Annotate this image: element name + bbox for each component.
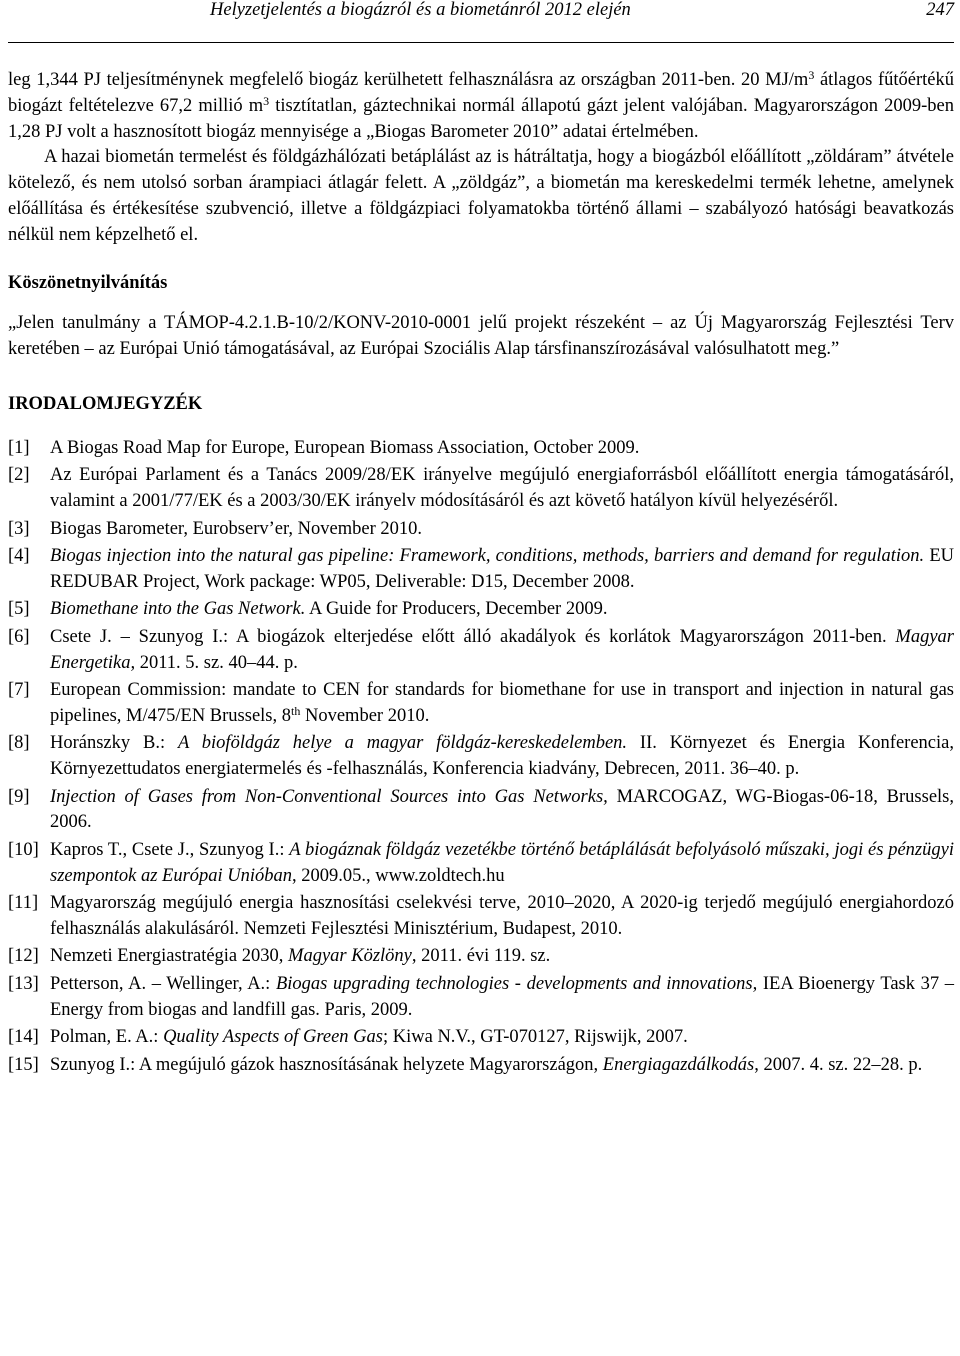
reference-text: Biogas Barometer, Eurobserv’er, November 2010. — [50, 518, 423, 539]
reference-title-italic: A bioföldgáz helye a magyar földgáz-kereskedelemben. — [177, 733, 628, 754]
reference-text: November 2010. — [300, 705, 430, 726]
reference-item — [8, 544, 954, 596]
reference-number: [10] — [8, 839, 39, 860]
reference-text: II. Környezet és Energia Konferencia, Környezettudatos energiatermelés és -felhasználás, Konferencia kiadvány, Debrecen, 2011. 36–40. p. — [50, 733, 954, 780]
reference-text: Az Európai Parlament és a Tanács 2009/28/EK irányelve megújuló energiaforrásból előállított energia támogatásáról, valamint a 2001/77/EK és a 2003/30/EK irányelv módosításáról és azt követő hatályon kívül helyezéséről. — [50, 465, 954, 512]
reference-text: Polman, E. A.: — [50, 1027, 164, 1048]
reference-number: [8] — [8, 733, 30, 754]
reference-item — [8, 1025, 954, 1051]
reference-text: A Biogas Road Map for Europe, European Biomass Association, October 2009. — [50, 437, 640, 458]
reference-text: Csete J. – Szunyog I.: A biogázok elterjedése előtt álló akadályok és korlátok Magyarországon 2011-ben. — [50, 626, 896, 647]
reference-item — [8, 838, 954, 890]
reference-title-italic: Biogas upgrading technologies - developments and innovations, — [275, 973, 758, 994]
reference-item — [8, 517, 954, 543]
reference-title-italic: Magyar Közlöny — [288, 946, 412, 967]
reference-item — [8, 463, 954, 515]
reference-title-italic: Biomethane into the Gas Network. — [50, 599, 306, 620]
intro-p1-part-a: leg 1,344 PJ teljesítménynek megfelelő biogáz kerülhetett felhasználásra az országban 2011-ben. 20 MJ/m — [8, 70, 809, 90]
references-list — [8, 436, 954, 1079]
reference-number: [3] — [8, 518, 30, 539]
acknowledgement-text: „Jelen tanulmány a TÁMOP-4.2.1.B-10/2/KONV-2010-0001 jelű projekt részeként – az Új Magyarország Fejlesztési Terv keretében – az Európai Unió támogatásával, az Európai Szociális Alap társfinanszírozásával valósulhatott meg.” — [8, 313, 954, 360]
reference-text: EU REDUBAR Project, Work package: WP05, Deliverable: D15, December 2008. — [50, 546, 954, 592]
superscript: 3 — [808, 68, 815, 82]
reference-item — [8, 944, 954, 970]
reference-item — [8, 1053, 954, 1079]
page-body — [8, 68, 954, 1080]
reference-number: [14] — [8, 1027, 39, 1048]
reference-title-italic: Injection of Gases from Non-Conventional Sources into Gas Networks, — [50, 786, 608, 807]
reference-text: Magyarország megújuló energia hasznosítási cselekvési terve, 2010–2020, A 2020-ig terjedő megújuló energiahordozó felhasználás alakulásáról. Nemzeti Fejlesztési Minisztérium, Budapest, 2010. — [50, 893, 954, 939]
reference-text: , 2009.05., www.zoldtech.hu — [292, 865, 505, 886]
superscript: th — [291, 703, 301, 718]
reference-text: European Commission: mandate to CEN for standards for biomethane for use in transport and injection in natural gas pipelines, M/475/EN Brussels, 8 — [50, 680, 954, 726]
reference-text: Szunyog I.: A megújuló gázok hasznosításának helyzete Magyarországon, — [50, 1054, 603, 1075]
reference-number: [15] — [8, 1054, 39, 1075]
reference-text: MARCOGAZ, WG-Biogas-06-18, Brussels, 2006. — [50, 786, 954, 833]
reference-title-italic: Magyar Energetika, — [50, 626, 954, 673]
intro-p1-part-b: átlagos fűtőértékű biogázt feltételezve 67,2 millió m — [8, 70, 954, 116]
reference-number: [7] — [8, 680, 30, 701]
reference-text: IEA Bioenergy Task 37 – Energy from biogas and landfill gas. Paris, 2009. — [50, 973, 954, 1020]
running-header — [8, 0, 954, 43]
reference-text: 2011. 5. sz. 40–44. p. — [135, 652, 298, 673]
reference-text: Kapros T., Csete J., Szunyog I.: — [50, 839, 290, 860]
intro-p1-part-c: tisztítatlan, gáztechnikai normál állapotú gázt jelent valójában. Magyarországon 2009-ben 1,28 PJ volt a hasznosított biogáz mennyisége a „Biogas Barometer 2010” adatai értelmében. — [8, 95, 954, 142]
superscript: 3 — [263, 93, 270, 108]
reference-number: [12] — [8, 946, 39, 967]
reference-title-italic: Biogas injection into the natural gas pipeline: Framework, conditions, methods, barriers and demand for regulation. — [50, 546, 925, 567]
page-number: 247 — [926, 0, 954, 20]
reference-item — [8, 597, 954, 623]
reference-item — [8, 891, 954, 943]
reference-text: Horánszky B.: — [50, 733, 178, 754]
reference-item — [8, 625, 954, 677]
reference-text: Nemzeti Energiastratégia 2030, — [50, 946, 289, 967]
reference-number: [9] — [8, 786, 30, 807]
reference-item — [8, 785, 954, 837]
reference-number: [2] — [8, 465, 30, 486]
reference-text: ; Kiwa N.V., GT-070127, Rijswijk, 2007. — [382, 1027, 688, 1048]
header-title: Helyzetjelentés a biogázról és a biometánról 2012 elején — [210, 0, 631, 20]
reference-item — [8, 972, 954, 1024]
reference-title-italic: A biogáznak földgáz vezetékbe történő betáplálását befolyásoló műszaki, jogi és pénzügyi szempontok az Európai Unióban — [50, 839, 954, 886]
reference-number: [5] — [8, 599, 30, 620]
intro-paragraph-2: A hazai biometán termelést és földgázhálózati betáplálást az is hátráltatja, hogy a biogázból előállított „zöldáram” átvétele kötelező, és nem utolsó sorban árampiaci átlagár felett. A „zöldgáz”, a biometán ma kereskedelmi termék lehetne, amelynek előállítása és értékesítése szubvenció, illetve a földgázpiaci folyamatokba történő állami – szabályozó hatósági beavatkozás nélkül nem képzelhető el. — [8, 147, 954, 245]
reference-number: [11] — [8, 893, 39, 914]
reference-text: A Guide for Producers, December 2009. — [305, 599, 608, 620]
reference-text: Petterson, A. – Wellinger, A.: — [50, 973, 276, 994]
reference-number: [4] — [8, 546, 30, 567]
reference-item — [8, 678, 954, 730]
references-heading: IRODALOMJEGYZÉK — [8, 393, 203, 414]
reference-title-italic: Quality Aspects of Green Gas — [163, 1027, 383, 1048]
intro-paragraph-1 — [8, 68, 954, 145]
reference-number: [13] — [8, 973, 39, 994]
acknowledgement-heading: Köszönetnyilvánítás — [8, 272, 168, 293]
reference-item — [8, 731, 954, 783]
reference-number: [1] — [8, 437, 30, 458]
reference-text: , 2007. 4. sz. 22–28. p. — [754, 1054, 923, 1075]
reference-item — [8, 436, 954, 462]
reference-number: [6] — [8, 626, 30, 647]
reference-title-italic: Energiagazdálkodás — [602, 1054, 755, 1075]
reference-text: , 2011. évi 119. sz. — [411, 946, 551, 967]
